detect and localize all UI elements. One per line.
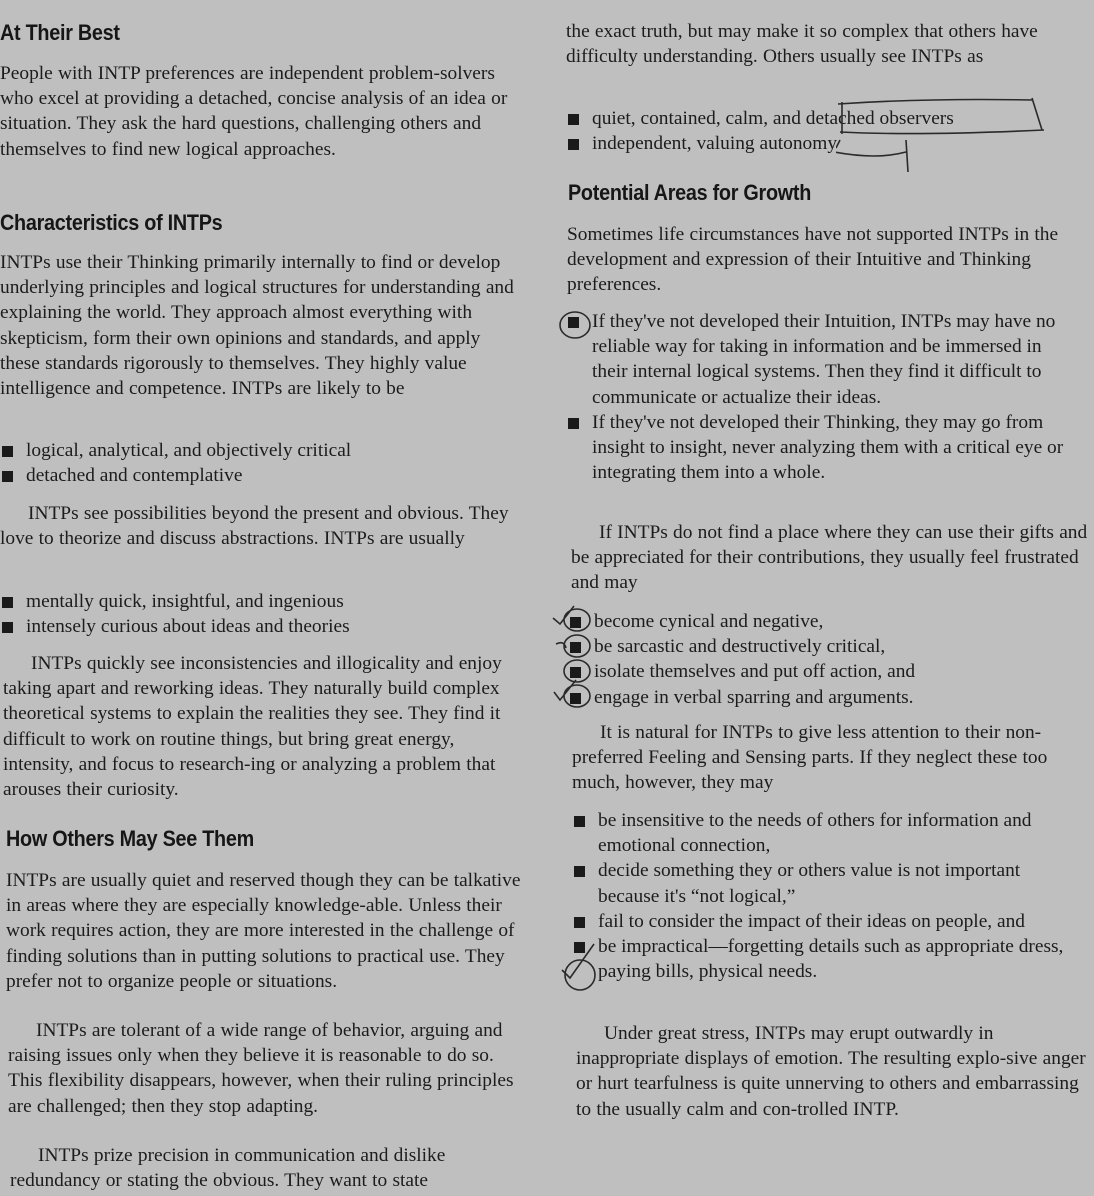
bullet-item: intensely curious about ideas and theories xyxy=(0,614,520,639)
para-exact-truth: the exact truth, but may make it so complex that others have difficulty understanding. Others usually see INTPs as xyxy=(566,21,1038,68)
bullet-list-neglect xyxy=(572,808,1078,984)
para-quiet-reserved: INTPs are usually quiet and reserved though they can be talkative in areas where they are especially knowledge-able. Unless their work requires action, they are more interested in the challenge of finding solutions than in putting solutions to practical use. They prefer not to organize people or situations. xyxy=(6,870,521,992)
para-natural: It is natural for INTPs to give less attention to their non-preferred Feeling and Sensing parts. If they neglect these too much, however, they may xyxy=(572,722,1048,794)
para-tolerant: INTPs are tolerant of a wide range of behavior, arguing and raising issues only when they believe it is reasonable to do so. This flexibility disappears, however, when their ruling principles are challenged; then they stop adapting. xyxy=(8,1020,514,1117)
para-characteristics: INTPs use their Thinking primarily internally to find or develop underlying principles and logical structures for understanding and explaining the world. They approach almost everything with skepticism, form their own opinions and standards, and apply these standards rigorously to themselves. They highly value intelligence and competence. INTPs are likely to be xyxy=(0,252,514,400)
bullet-list-usually xyxy=(0,589,520,639)
heading-characteristics: Characteristics of INTPs xyxy=(0,210,223,235)
bullet-item: isolate themselves and put off action, and xyxy=(568,659,1068,684)
bullet-list-likely xyxy=(0,438,520,488)
heading-growth: Potential Areas for Growth xyxy=(568,180,812,205)
bullet-list-not-developed xyxy=(566,309,1070,485)
bullet-item: be insensitive to the needs of others for information and emotional connection, xyxy=(572,808,1078,858)
heading-how-others: How Others May See Them xyxy=(6,826,254,851)
bullet-item: mentally quick, insightful, and ingenious xyxy=(0,589,520,614)
para-at-their-best: People with INTP preferences are independent problem-solvers who excel at providing a detached, concise analysis of an idea or situation. They ask the hard questions, challenging others and themselves to find new logical approaches. xyxy=(0,63,508,160)
bullet-item: If they've not developed their Thinking, they may go from insight to insight, never analyzing them with a critical eye or integrating them into a whole. xyxy=(566,410,1070,486)
bullet-item: quiet, contained, calm, and detached observers xyxy=(566,106,1066,131)
bullet-item: be sarcastic and destructively critical, xyxy=(568,634,1068,659)
para-find-a-place: If INTPs do not find a place where they can use their gifts and be appreciated for their contributions, they usually feel frustrated and may xyxy=(571,522,1088,594)
bullet-item: become cynical and negative, xyxy=(568,609,1068,634)
bullet-item: detached and contemplative xyxy=(0,463,520,488)
bullet-list-frustrated xyxy=(568,609,1068,710)
bullet-item: fail to consider the impact of their ideas on people, and xyxy=(572,909,1078,934)
bullet-item: logical, analytical, and objectively critical xyxy=(0,438,520,463)
para-great-stress: Under great stress, INTPs may erupt outwardly in inappropriate displays of emotion. The resulting explo-sive anger or hurt tearfulness is quite unnerving to others and embarrassing to the usually calm and con-trolled INTP. xyxy=(576,1023,1086,1120)
bullet-item: independent, valuing autonomy xyxy=(566,131,1066,156)
para-possibilities: INTPs see possibilities beyond the present and obvious. They love to theorize and discuss abstractions. INTPs are usually xyxy=(0,503,509,550)
bullet-item: be impractical—forgetting details such as appropriate dress, paying bills, physical needs. xyxy=(572,934,1078,984)
bullet-list-seen-as xyxy=(566,106,1066,156)
bullet-item: If they've not developed their Intuition, INTPs may have no reliable way for taking in information and be immersed in their internal logical systems. Then they find it difficult to communicate or actualize their ideas. xyxy=(566,309,1070,410)
para-life-circumstances: Sometimes life circumstances have not supported INTPs in the development and expression of their Intuitive and Thinking preferences. xyxy=(567,224,1059,296)
para-precision: INTPs prize precision in communication and dislike redundancy or stating the obvious. They want to state xyxy=(10,1145,446,1192)
bullet-item: decide something they or others value is not important because it's “not logical,” xyxy=(572,858,1078,908)
heading-at-their-best: At Their Best xyxy=(0,20,120,45)
bullet-item: engage in verbal sparring and arguments. xyxy=(568,685,1068,710)
para-inconsistencies: INTPs quickly see inconsistencies and illogicality and enjoy taking apart and reworking ideas. They naturally build complex theoretical systems to explain the realities they see. They find it difficult to work on routine things, but bring great energy, intensity, and focus to research-ing or analyzing a problem that arouses their curiosity. xyxy=(3,653,502,801)
